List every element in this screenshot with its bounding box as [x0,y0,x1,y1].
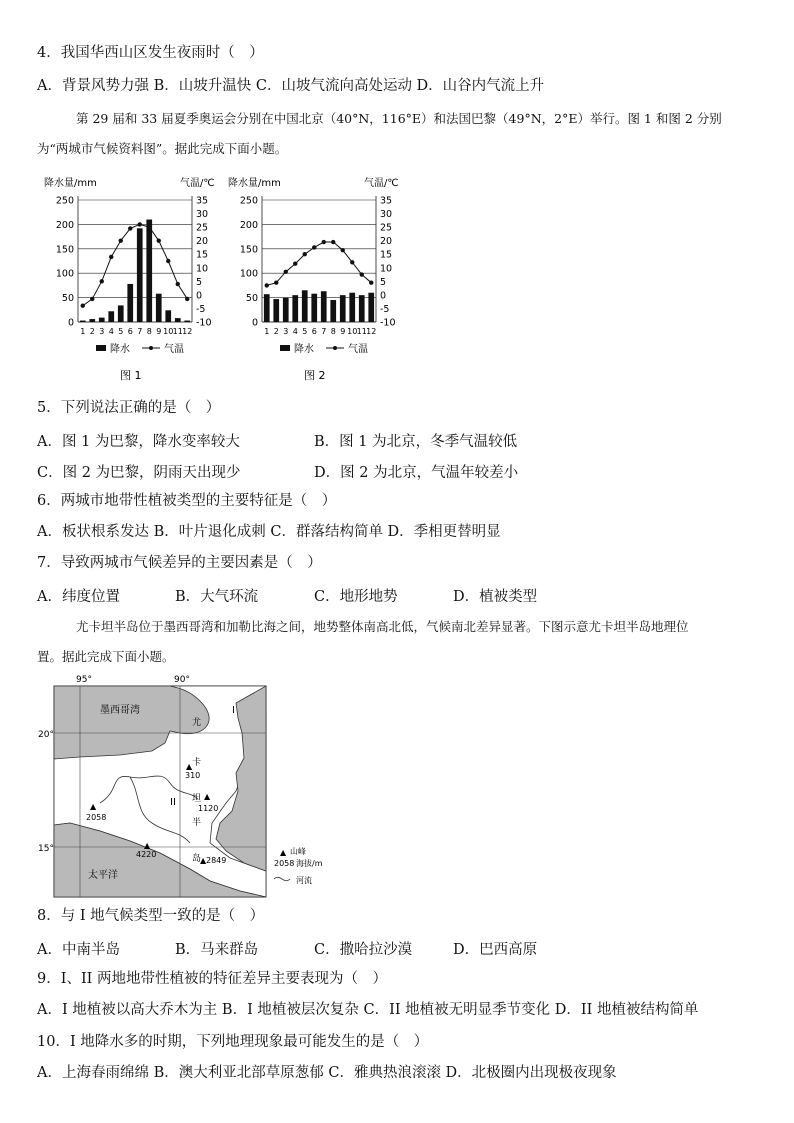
precip-tick-label: 50 [245,293,258,305]
month-tick-label: 12 [366,327,377,336]
precip-bar [264,294,270,322]
precip-bar [156,294,162,322]
q7-option-c: C．地形地势 [314,589,398,605]
legend-river-label: 河流 [296,876,312,885]
precip-bar [292,295,298,322]
precip-bar [137,228,143,322]
temperature-point [109,255,113,259]
temperature-point [90,297,94,301]
month-tick-label: 7 [321,327,327,336]
q7-option-d: D．植被类型 [453,589,538,605]
temperature-point [274,280,278,284]
legend-precip-swatch [96,345,106,351]
temperature-point [312,245,316,249]
legend-temp-label: 气温 [348,344,368,355]
peak-icon-1120: ▲ [204,792,211,801]
temperature-point [147,225,151,229]
q6-options: A．板状根系发达 B．叶片退化成刺 C．群落结构简单 D．季相更替明显 [37,524,501,540]
temperature-point [322,240,326,244]
temp-tick-label: 30 [196,209,209,221]
temperature-point [100,279,104,283]
temperature-point [265,283,269,287]
legend-peak-value: 2058 [274,859,295,868]
legend-precip-label: 降水 [110,344,130,355]
q5-option-c: C．图 2 为巴黎，阴雨天出现少 [37,465,241,481]
q8-stem: 8．与 I 地气候类型一致的是（ ） [37,908,265,924]
temp-axis-title: 气温/℃ [180,178,215,189]
peak-2849-label: 2849 [206,856,227,865]
temperature-point [360,272,364,276]
temp-tick-label: 35 [196,195,209,207]
figure-caption: 图 2 [304,369,326,382]
temp-axis-title: 气温/℃ [364,178,399,189]
precip-bar [175,318,181,322]
q6-stem: 6．两城市地带性植被类型的主要特征是（ ） [37,493,337,509]
gulf-label: 墨西哥湾 [100,705,140,716]
temperature-point [157,238,161,242]
q7-option-b: B．大气环流 [175,589,259,605]
temp-tick-label: -10 [380,317,396,329]
precip-bar [99,318,105,322]
month-tick-label: 11 [356,327,367,336]
month-tick-label: 5 [118,327,124,336]
temperature-point [293,262,297,266]
temp-tick-label: 0 [196,290,203,302]
legend-temp-point [333,346,337,350]
temp-tick-label: 20 [196,236,209,248]
month-tick-label: 2 [89,327,95,336]
lat-15-label: 15° [38,844,54,854]
pacific-label: 太平洋 [88,870,118,881]
precip-bar [340,295,346,322]
temperature-point [185,297,189,301]
peak-icon-2058: ▲ [90,802,97,811]
temp-tick-label: 5 [380,276,387,288]
q5-stem: 5．下列说法正确的是（ ） [37,400,221,416]
precip-bar [302,290,308,322]
legend-precip-swatch [280,345,290,351]
temp-tick-label: 15 [196,249,209,261]
legend-peak-label: 山峰 [290,847,306,856]
precip-bar [108,311,114,322]
precip-bar [165,310,171,322]
precip-bar [330,300,336,322]
temperature-line [83,224,188,305]
precip-bar [349,293,355,322]
region-ii-label: II [170,797,176,808]
intro2-line1: 尤卡坦半岛位于墨西哥湾和加勒比海之间，地势整体南高北低，气候南北差异显著。下图示意尤卡坦半岛地理位 [76,619,689,634]
peak-2058-label: 2058 [86,813,107,822]
peak-icon-310: ▲ [186,762,193,771]
temp-tick-label: 25 [380,222,393,234]
q8-option-c: C．撒哈拉沙漠 [314,942,413,958]
legend-precip-label: 降水 [294,344,314,355]
month-tick-label: 7 [137,327,143,336]
lat-20-label: 20° [38,730,54,740]
month-tick-label: 2 [273,327,279,336]
q5-option-a: A．图 1 为巴黎，降水变率较大 [37,434,240,450]
precip-bar [146,220,152,322]
lon-95-label: 95° [76,675,92,685]
temperature-point [331,240,335,244]
q7-stem: 7．导致两城市气候差异的主要因素是（ ） [37,555,322,571]
temp-tick-label: 10 [380,263,393,275]
month-tick-label: 3 [99,327,105,336]
month-tick-label: 1 [80,327,86,336]
precip-axis-title: 降水量/mm [44,178,97,189]
temperature-point [350,260,354,264]
peak-4220-label: 4220 [136,850,157,859]
climate-chart-fig2 [224,172,414,391]
temperature-point [138,222,142,226]
region-i-label: I [232,705,235,716]
temp-tick-label: 0 [380,290,387,302]
legend-temp-label: 气温 [164,344,184,355]
figure-caption: 图 1 [120,369,142,382]
month-tick-label: 8 [146,327,152,336]
month-tick-label: 10 [163,327,174,336]
yucatan-map [40,673,350,905]
precip-bar [311,294,317,322]
q10-stem: 10．I 地降水多的时期，下列地理现象最可能发生的是（ ） [37,1034,429,1050]
precip-tick-label: 200 [55,219,74,231]
chart2-svg [224,172,414,387]
temp-tick-label: 15 [380,249,393,261]
month-tick-label: 4 [108,327,114,336]
precip-tick-label: 250 [55,195,74,207]
precip-tick-label: 100 [239,268,258,280]
precip-tick-label: 150 [55,244,74,256]
month-tick-label: 9 [156,327,162,336]
month-tick-label: 12 [182,327,193,336]
pen-label-4: 半 [192,818,202,828]
month-tick-label: 3 [283,327,289,336]
temperature-point [303,252,307,256]
precip-bar [127,284,133,322]
temperature-point [341,248,345,252]
precip-tick-label: 150 [239,244,258,256]
temp-tick-label: 25 [196,222,209,234]
month-tick-label: 5 [302,327,308,336]
temperature-point [166,259,170,263]
map-svg [40,673,350,901]
month-tick-label: 8 [330,327,336,336]
precip-bar [80,321,86,322]
temperature-point [81,304,85,308]
intro1-line2: 为“两城市气候资料图”。据此完成下面小题。 [37,141,288,156]
temperature-point [128,226,132,230]
peak-icon-2849: ▲ [200,856,207,865]
legend-elevation-label: 海拔/m [296,859,323,868]
month-tick-label: 11 [172,327,183,336]
temp-tick-label: 20 [380,236,393,248]
peak-1120-label: 1120 [198,804,219,813]
precip-tick-label: 100 [55,268,74,280]
precip-tick-label: 250 [239,195,258,207]
q9-options: A．I 地植被以高大乔木为主 B．I 地植被层次复杂 C．II 地植被无明显季节变化 D．II 地植被结构简单 [37,1002,699,1018]
q5-option-b: B．图 1 为北京，冬季气温较低 [314,434,518,450]
precip-bar [118,305,124,322]
month-tick-label: 6 [127,327,133,336]
q4-options: A．背景风势力强 B．山坡升温快 C．山坡气流向高处运动 D．山谷内气流上升 [37,78,545,94]
precip-tick-label: 0 [67,317,74,329]
legend-river-icon [274,877,290,880]
climate-chart-fig1 [40,172,220,391]
precip-bar [368,293,374,322]
peak-310-label: 310 [185,771,201,780]
q5-option-d: D．图 2 为北京，气温年较差小 [314,465,519,481]
precip-tick-label: 200 [239,219,258,231]
temperature-point [176,282,180,286]
temperature-point [369,280,373,284]
month-tick-label: 9 [340,327,346,336]
month-tick-label: 10 [347,327,358,336]
q8-option-d: D．巴西高原 [453,942,538,958]
month-tick-label: 4 [292,327,298,336]
lon-90-label: 90° [174,675,190,685]
chart1-svg [40,172,220,387]
pen-label-2: 卡 [192,758,202,768]
q4-stem: 4．我国华西山区发生夜雨时（ ） [37,45,264,61]
q10-options: A．上海春雨绵绵 B．澳大利亚北部草原葱郁 C．雅典热浪滚滚 D．北极圈内出现极夜现象 [37,1065,617,1081]
pen-label-3: 坦 [192,794,202,804]
temp-tick-label: 30 [380,209,393,221]
pen-label-1: 尤 [192,718,202,728]
month-tick-label: 6 [311,327,317,336]
q7-option-a: A．纬度位置 [37,589,120,605]
temp-tick-label: 10 [196,263,209,275]
q8-option-a: A．中南半岛 [37,942,120,958]
precip-tick-label: 0 [251,317,258,329]
legend-peak-icon: ▲ [280,848,287,857]
peak-icon-4220: ▲ [144,841,151,850]
intro2-line2: 置。据此完成下面小题。 [37,649,175,664]
temp-tick-label: -5 [196,303,206,315]
q8-option-b: B．马来群岛 [175,942,259,958]
temperature-point [119,238,123,242]
precip-bar [321,291,327,322]
month-tick-label: 1 [264,327,270,336]
legend-temp-point [149,346,153,350]
temp-tick-label: -5 [380,303,390,315]
temp-tick-label: 35 [380,195,393,207]
pen-label-5: 岛 [192,854,202,864]
precip-bar [89,319,95,322]
q9-stem: 9．I、II 两地地带性植被的特征差异主要表现为（ ） [37,971,388,987]
precip-bar [283,298,289,322]
precip-bar [359,295,365,322]
precip-bar [273,299,279,322]
precip-tick-label: 50 [61,293,74,305]
precip-axis-title: 降水量/mm [228,178,281,189]
temp-tick-label: -10 [196,317,212,329]
intro1-line1: 第 29 届和 33 届夏季奥运会分别在中国北京（40°N，116°E）和法国巴黎（49°N，2°E）举行。图 1 和图 2 分别 [76,111,722,126]
temperature-point [284,270,288,274]
precip-bar [184,321,190,322]
temp-tick-label: 5 [196,276,203,288]
